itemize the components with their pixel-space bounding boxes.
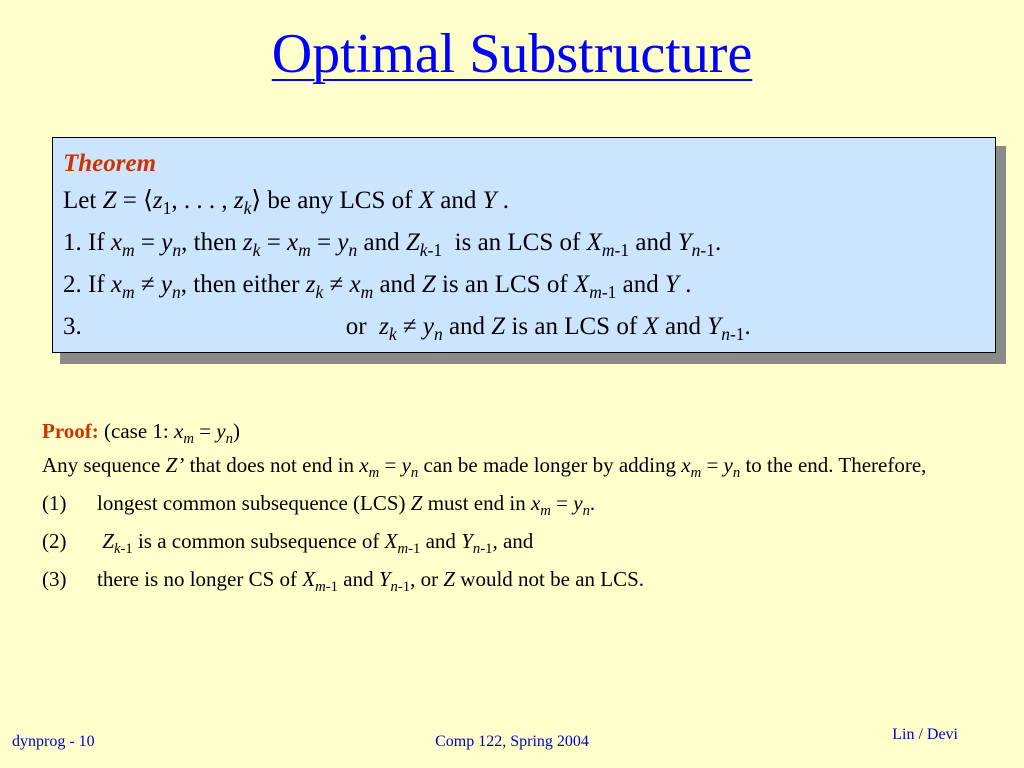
proof-section [42, 418, 1002, 596]
theorem-line-case-1: 1. If $x_m = y_n$, then $z_k = x_m = y_n$ and $Z_{k-1}$ is an LCS of $X_{m-1}$ and $Y_{n-1}$. [63, 229, 722, 261]
theorem-line-case-2: 2. If $x_m \ne y_n$, then either $z_k \ne x_m$ and Z is an LCS of $X_{m-1}$ and Y . [63, 271, 692, 303]
footer-slide-id: dynprog - 10 [12, 733, 95, 750]
proof-label: Proof: [42, 419, 99, 443]
proof-item-2: (2) $Z_{k-1}$ is a common subsequence of $X_{m-1}$ and $Y_{n-1}$, and [42, 529, 534, 558]
theorem-heading: Theorem [63, 150, 157, 177]
proof-paragraph: Any sequence Z’ that does not end in $x_m = y_n$ can be made longer by adding $x_m = y_n$ to the end. Therefore, [42, 453, 927, 482]
theorem-line-case-3: 3. or $z_k \ne y_n$ and Z is an LCS of X and $Y_{n-1}$. [63, 313, 751, 345]
proof-heading-line: Proof: (case 1: $x_m = y_n$) [42, 419, 240, 448]
footer-course: Comp 122, Spring 2004 [435, 733, 589, 750]
proof-item-3: (3) there is no longer CS of $X_{m-1}$ and $Y_{n-1}$, or Z would not be an LCS. [42, 567, 645, 596]
footer-authors: Lin / Devi [892, 726, 958, 743]
theorem-box [52, 137, 996, 353]
proof-item-1: (1) longest common subsequence (LCS) Z must end in $x_m = y_n$. [42, 491, 596, 520]
theorem-line-let: Let $Z = ⟨z_1$, . . . , $z_k⟩$ be any LCS of X and Y . [63, 187, 510, 219]
slide-title: Optimal Substructure [271, 23, 753, 85]
